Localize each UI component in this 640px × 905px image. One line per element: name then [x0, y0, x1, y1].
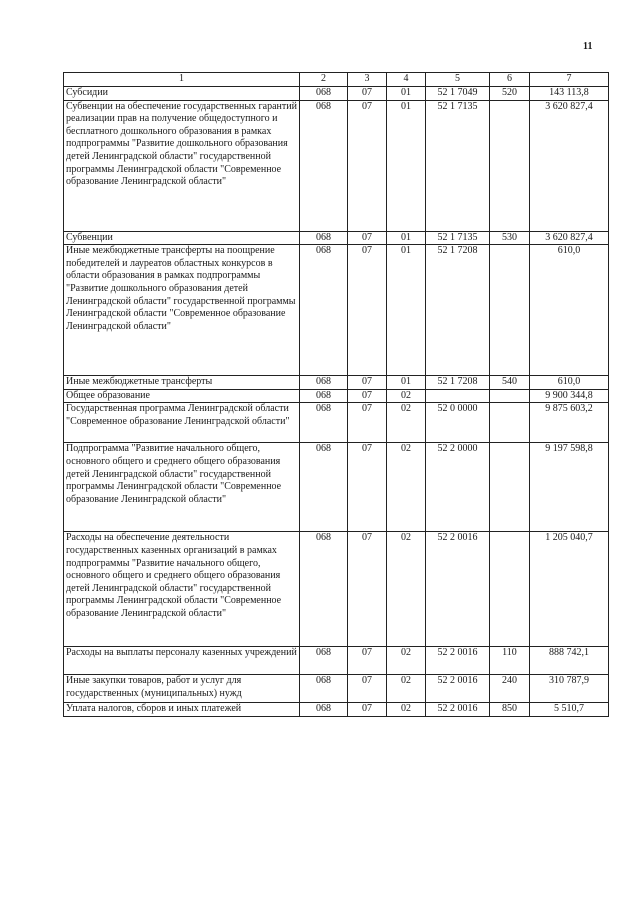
target-code: 52 2 0016	[426, 647, 490, 675]
amount: 610,0	[530, 376, 609, 390]
admin-code: 068	[300, 647, 348, 675]
amount: 1 205 040,7	[530, 532, 609, 647]
expense-kind-code: 520	[490, 87, 530, 101]
target-code: 52 1 7135	[426, 231, 490, 245]
target-code: 52 2 0016	[426, 703, 490, 717]
admin-code: 068	[300, 703, 348, 717]
subsection-code: 02	[387, 703, 426, 717]
admin-code: 068	[300, 675, 348, 703]
section-code: 07	[348, 245, 387, 376]
target-code: 52 1 7135	[426, 100, 490, 231]
row-name: Субвенции	[64, 231, 300, 245]
subsection-code: 02	[387, 403, 426, 443]
table-row	[64, 376, 609, 390]
amount: 5 510,7	[530, 703, 609, 717]
subsection-code: 01	[387, 87, 426, 101]
admin-code: 068	[300, 100, 348, 231]
row-name: Государственная программа Ленинградской области "Современное образование Ленинградской области"	[64, 403, 300, 443]
admin-code: 068	[300, 532, 348, 647]
amount: 143 113,8	[530, 87, 609, 101]
table-row	[64, 703, 609, 717]
admin-code: 068	[300, 389, 348, 403]
table-row	[64, 532, 609, 647]
subsection-code: 01	[387, 100, 426, 231]
section-code: 07	[348, 100, 387, 231]
expense-kind-code	[490, 403, 530, 443]
expense-kind-code	[490, 100, 530, 231]
expense-kind-code: 110	[490, 647, 530, 675]
row-name: Уплата налогов, сборов и иных платежей	[64, 703, 300, 717]
section-code: 07	[348, 703, 387, 717]
row-name: Расходы на выплаты персоналу казенных учреждений	[64, 647, 300, 675]
column-header: 5	[426, 73, 490, 87]
row-name: Иные закупки товаров, работ и услуг для государственных (муниципальных) нужд	[64, 675, 300, 703]
admin-code: 068	[300, 403, 348, 443]
target-code: 52 0 0000	[426, 403, 490, 443]
subsection-code: 02	[387, 647, 426, 675]
amount: 3 620 827,4	[530, 231, 609, 245]
column-header: 2	[300, 73, 348, 87]
section-code: 07	[348, 532, 387, 647]
admin-code: 068	[300, 443, 348, 532]
target-code: 52 1 7208	[426, 245, 490, 376]
expense-kind-code: 240	[490, 675, 530, 703]
table-row	[64, 245, 609, 376]
expense-kind-code	[490, 443, 530, 532]
column-header: 6	[490, 73, 530, 87]
table-row	[64, 100, 609, 231]
row-name: Субсидии	[64, 87, 300, 101]
target-code: 52 2 0016	[426, 532, 490, 647]
subsection-code: 02	[387, 443, 426, 532]
table-row	[64, 403, 609, 443]
column-header: 4	[387, 73, 426, 87]
amount: 888 742,1	[530, 647, 609, 675]
target-code: 52 1 7208	[426, 376, 490, 390]
expense-kind-code	[490, 532, 530, 647]
amount: 610,0	[530, 245, 609, 376]
amount: 3 620 827,4	[530, 100, 609, 231]
target-code: 52 2 0016	[426, 675, 490, 703]
table-row	[64, 87, 609, 101]
row-name: Общее образование	[64, 389, 300, 403]
budget-table	[63, 72, 609, 717]
subsection-code: 02	[387, 532, 426, 647]
column-header: 3	[348, 73, 387, 87]
admin-code: 068	[300, 245, 348, 376]
section-code: 07	[348, 443, 387, 532]
section-code: 07	[348, 87, 387, 101]
admin-code: 068	[300, 376, 348, 390]
admin-code: 068	[300, 87, 348, 101]
subsection-code: 01	[387, 376, 426, 390]
row-name: Расходы на обеспечение деятельности государственных казенных организаций в рамках подпрограммы "Развитие начального общего, основного общего и среднего общего образования детей Ленинградской области" государственной программы Ленинградской области "Современное образование Ленинградской области"	[64, 532, 300, 647]
subsection-code: 01	[387, 231, 426, 245]
row-name: Подпрограмма "Развитие начального общего, основного общего и среднего общего образования детей Ленинградской области" государственной программы Ленинградской области "Современное образование Ленинградской области"	[64, 443, 300, 532]
row-name: Иные межбюджетные трансферты на поощрение победителей и лауреатов областных конкурсов в области образования в рамках подпрограммы "Развитие дошкольного образования детей Ленинградской области" государственной программы Ленинградской области "Современное образование Ленинградской области"	[64, 245, 300, 376]
column-header: 1	[64, 73, 300, 87]
subsection-code: 01	[387, 245, 426, 376]
admin-code: 068	[300, 231, 348, 245]
table-header-row	[64, 73, 609, 87]
target-code: 52 1 7049	[426, 87, 490, 101]
page-number: 11	[583, 41, 593, 52]
target-code: 52 2 0000	[426, 443, 490, 532]
subsection-code: 02	[387, 675, 426, 703]
table-row	[64, 675, 609, 703]
subsection-code: 02	[387, 389, 426, 403]
table-row	[64, 647, 609, 675]
expense-kind-code: 850	[490, 703, 530, 717]
expense-kind-code	[490, 245, 530, 376]
expense-kind-code	[490, 389, 530, 403]
target-code	[426, 389, 490, 403]
column-header: 7	[530, 73, 609, 87]
amount: 9 197 598,8	[530, 443, 609, 532]
section-code: 07	[348, 647, 387, 675]
section-code: 07	[348, 389, 387, 403]
row-name: Субвенции на обеспечение государственных гарантий реализации прав на получение общедоступного и бесплатного дошкольного образования в рамках подпрограммы "Развитие дошкольного образования детей Ленинградской области" государственной программы Ленинградской области "Современное образование Ленинградской области"	[64, 100, 300, 231]
section-code: 07	[348, 675, 387, 703]
section-code: 07	[348, 231, 387, 245]
row-name: Иные межбюджетные трансферты	[64, 376, 300, 390]
amount: 310 787,9	[530, 675, 609, 703]
amount: 9 900 344,8	[530, 389, 609, 403]
table-row	[64, 443, 609, 532]
amount: 9 875 603,2	[530, 403, 609, 443]
table-row	[64, 231, 609, 245]
expense-kind-code: 540	[490, 376, 530, 390]
table-row	[64, 389, 609, 403]
expense-kind-code: 530	[490, 231, 530, 245]
section-code: 07	[348, 376, 387, 390]
section-code: 07	[348, 403, 387, 443]
